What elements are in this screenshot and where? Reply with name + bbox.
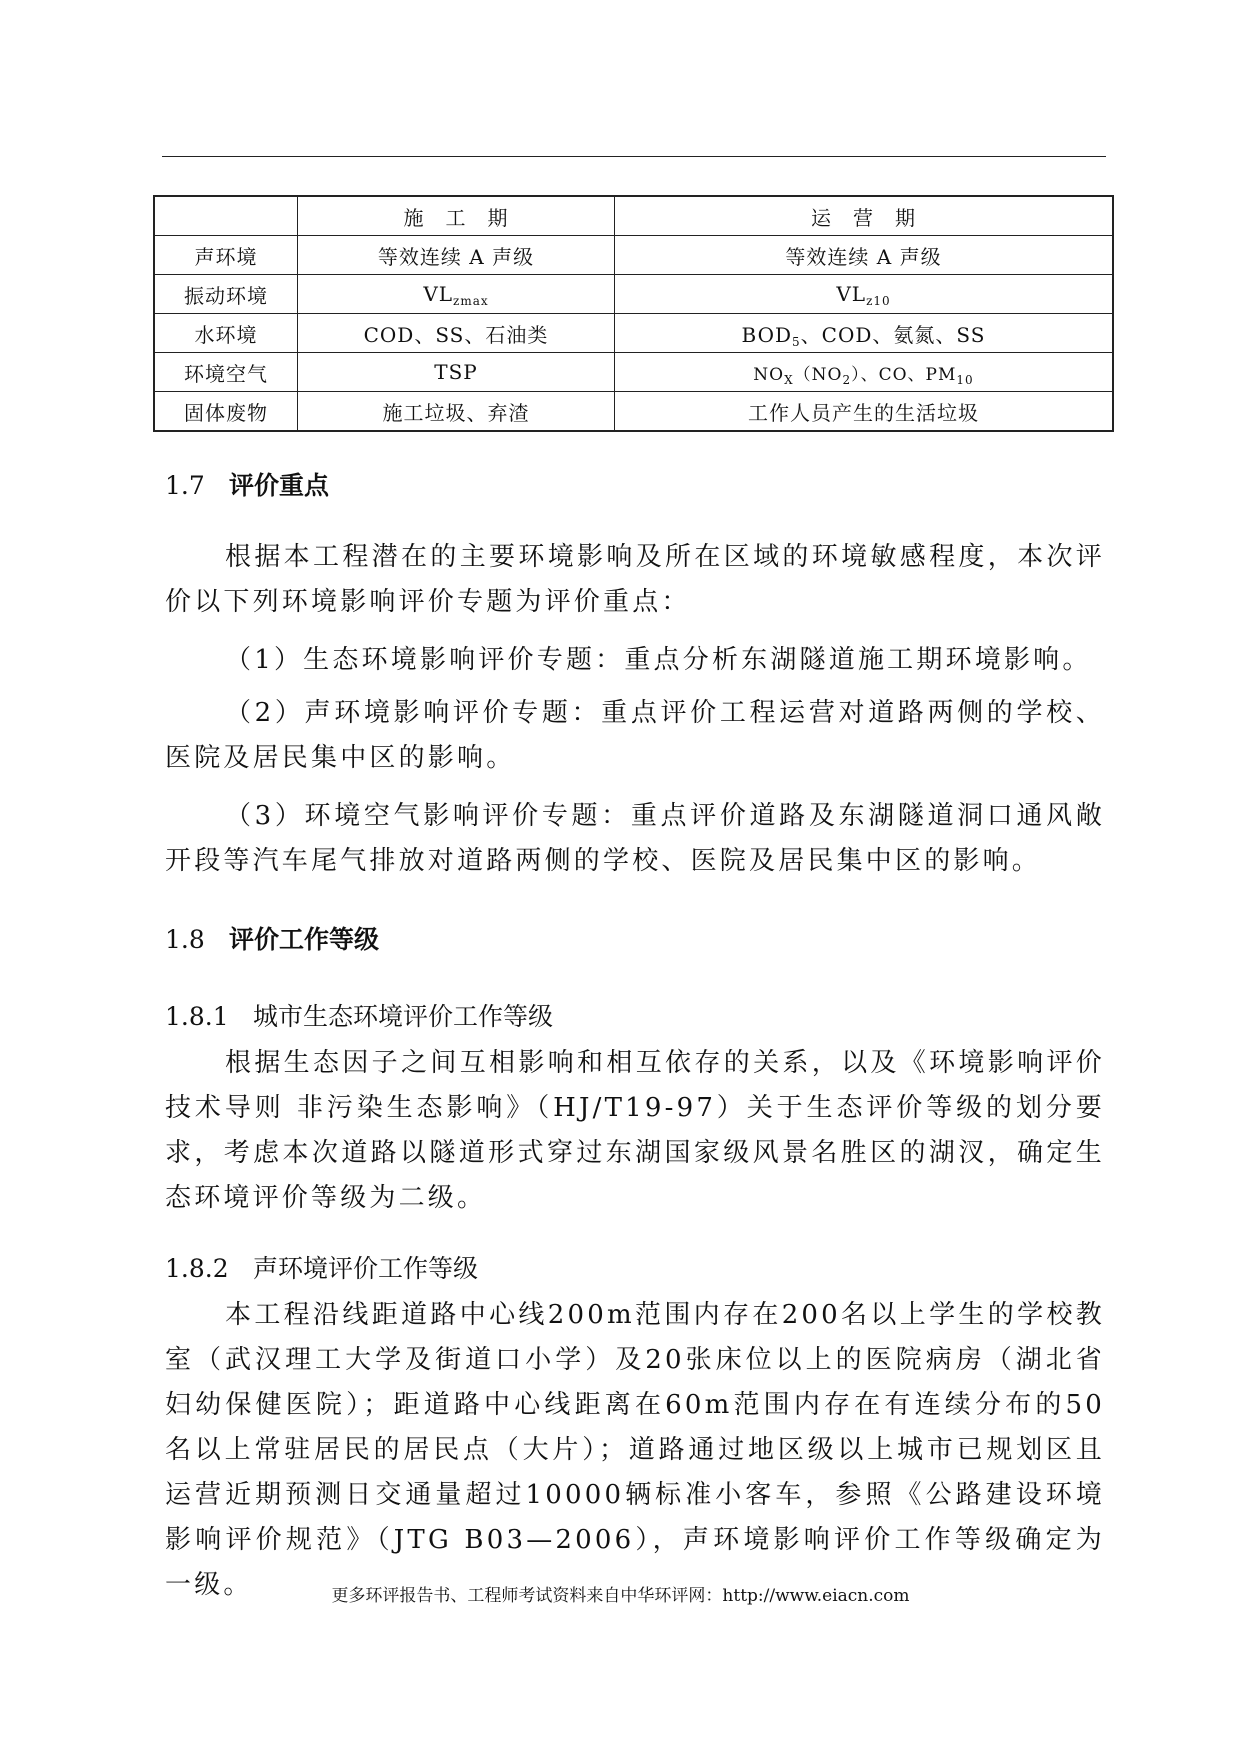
footer-note: 更多环评报告书、工程师考试资料来自中华环评网：http://www.eiacn.com: [331, 1586, 910, 1606]
cell-subscript: 5: [792, 334, 801, 349]
table-cell-construction: COD、SS、石油类: [298, 314, 615, 353]
table-cell-operation: 工作人员产生的生活垃圾: [615, 392, 1114, 432]
paragraph-ecology: 根据生态因子之间互相影响和相互依存的关系，以及《环境影响评价技术导则 非污染生态影响》（HJ/T19-97）关于生态评价等级的划分要求，考虑本次道路以隧道形式穿过东湖国家级风景名胜区的湖汊，确定生态环境评价等级为二级。: [165, 1048, 1105, 1213]
table-header-cell-empty: [154, 196, 298, 236]
table-header-operation: 运 营 期: [615, 196, 1114, 236]
cell-text: （NO: [793, 364, 843, 385]
section-title: 评价工作等级: [229, 925, 380, 954]
cell-subscript: zmax: [453, 294, 489, 308]
cell-subscript: 2: [842, 372, 852, 387]
section-heading-1-7: [165, 466, 329, 502]
cell-subscript: z10: [866, 294, 891, 308]
table-cell-factor: 声环境: [154, 236, 298, 275]
table-row: [154, 275, 1113, 314]
table-row: [154, 353, 1113, 392]
table-cell-operation: [615, 275, 1114, 314]
table-cell-construction: TSP: [298, 353, 615, 392]
subsection-title: 城市生态环境评价工作等级: [253, 1002, 554, 1031]
section-heading-1-8: [165, 920, 379, 956]
table-cell-operation: [615, 353, 1114, 392]
table-cell-factor: 固体废物: [154, 392, 298, 432]
cell-text: NO: [753, 364, 785, 385]
cell-text: ）、CO、PM: [851, 364, 957, 385]
paragraph-item-1: （1）生态环境影响评价专题：重点分析东湖隧道施工期环境影响。: [225, 645, 1092, 675]
table-cell-operation: [615, 314, 1114, 353]
table-row: [154, 236, 1113, 275]
section-title: 评价重点: [229, 471, 330, 500]
table-header-row: [154, 196, 1113, 236]
section-number: 1.8: [165, 925, 205, 954]
cell-text: 、COD、氨氮、SS: [800, 322, 986, 347]
cell-text: BOD: [741, 322, 793, 347]
cell-subscript: 10: [956, 372, 974, 387]
table-row: [154, 392, 1113, 432]
table-cell-factor: 环境空气: [154, 353, 298, 392]
subsection-title: 声环境评价工作等级: [253, 1254, 479, 1283]
header-rule: [162, 156, 1106, 157]
table-cell-factor: 水环境: [154, 314, 298, 353]
subsection-number: 1.8.2: [165, 1254, 229, 1283]
subsection-number: 1.8.1: [165, 1002, 229, 1031]
cell-text: VL: [423, 282, 454, 306]
paragraph-intro: 根据本工程潜在的主要环境影响及所在区域的环境敏感程度，本次评价以下列环境影响评价专题为评价重点：: [165, 542, 1105, 617]
table-cell-construction: 施工垃圾、弃渣: [298, 392, 615, 432]
subsection-heading-1-8-2: [165, 1249, 478, 1285]
table-cell-factor: 振动环境: [154, 275, 298, 314]
paragraph-noise: 本工程沿线距道路中心线200m范围内存在200名以上学生的学校教室（武汉理工大学及街道口小学）及20张床位以上的医院病房（湖北省妇幼保健医院）；距道路中心线距离在60m范围内存在有连续分布的50名以上常驻居民的居民点（大片）；道路通过地区级以上城市已规划区且运营近期预测日交通量超过10000辆标准小客车，参照《公路建设环境影响评价规范》（JTG B03—2006），声环境影响评价工作等级确定为一级。: [165, 1300, 1105, 1600]
assessment-factors-table: [153, 195, 1114, 432]
table-cell-construction: 等效连续 A 声级: [298, 236, 615, 275]
table-cell-construction: [298, 275, 615, 314]
paragraph-item-2: （2）声环境影响评价专题：重点评价工程运营对道路两侧的学校、医院及居民集中区的影响。: [165, 698, 1105, 773]
cell-subscript: X: [784, 372, 794, 387]
table-header-construction: 施 工 期: [298, 196, 615, 236]
table-cell-operation: 等效连续 A 声级: [615, 236, 1114, 275]
paragraph-item-3: （3）环境空气影响评价专题：重点评价道路及东湖隧道洞口通风敞开段等汽车尾气排放对道路两侧的学校、医院及居民集中区的影响。: [165, 801, 1105, 876]
table-row: [154, 314, 1113, 353]
subsection-heading-1-8-1: [165, 997, 553, 1033]
section-number: 1.7: [165, 471, 205, 500]
cell-text: VL: [836, 282, 867, 306]
